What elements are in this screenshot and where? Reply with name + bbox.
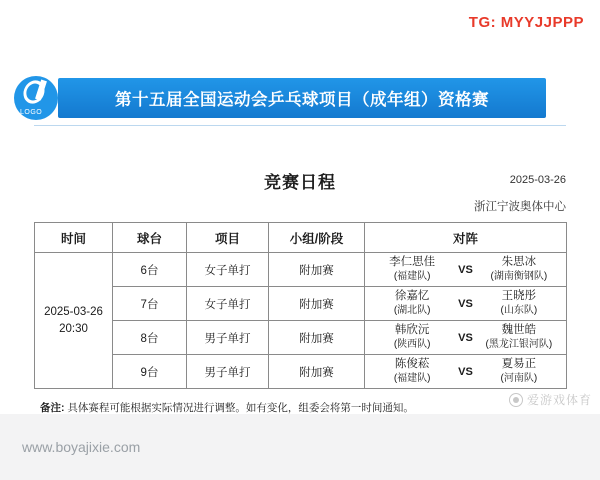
table-row: [35, 321, 567, 355]
logo-text: LOGO: [20, 109, 43, 116]
player-right-name: 夏易正: [501, 358, 537, 371]
column-header-event: 项目: [187, 223, 269, 253]
vs-label: VS: [458, 297, 473, 310]
player-right-team: (山东队): [500, 305, 538, 317]
banner-title: 第十五届全国运动会乒乓球项目（成年组）资格赛: [115, 91, 489, 109]
player-left-name: 李仁思佳: [389, 256, 436, 269]
cell-group: 附加赛: [269, 253, 365, 287]
cell-group: 附加赛: [269, 287, 365, 321]
table-header-row: [35, 223, 567, 253]
player-left: [376, 289, 448, 318]
player-left: [376, 357, 448, 386]
vs-label: VS: [458, 365, 473, 378]
site-watermark-text: 爱游戏体育: [526, 393, 592, 407]
cell-event: 女子单打: [187, 287, 269, 321]
player-right-team: (湖南衡钢队): [490, 271, 548, 283]
table-row: [35, 287, 567, 321]
footnote-label: 备注:: [40, 402, 65, 414]
player-left-name: 陈俊菘: [394, 358, 430, 371]
page-title: 竞赛日程: [264, 173, 336, 192]
player-right: [483, 323, 555, 352]
player-right-name: 朱思冰: [501, 256, 537, 269]
event-banner: [0, 70, 600, 128]
player-left: [376, 323, 448, 352]
footnote: [40, 400, 414, 415]
column-header-match: 对阵: [365, 223, 567, 253]
player-right: [483, 289, 555, 318]
player-left-team: (陕西队): [393, 339, 431, 351]
cell-match: [365, 287, 567, 321]
document-date: 2025-03-26: [509, 174, 566, 186]
player-right-name: 魏世皓: [501, 324, 537, 337]
site-watermark-icon: [509, 393, 523, 407]
cell-match: [365, 355, 567, 389]
time-clock: 20:30: [59, 322, 88, 335]
cell-match: [365, 253, 567, 287]
url-watermark: www.boyajixie.com: [0, 414, 196, 480]
cell-event: 女子单打: [187, 253, 269, 287]
player-left-team: (湖北队): [393, 305, 431, 317]
cell-group: 附加赛: [269, 355, 365, 389]
schedule-table: [34, 222, 567, 389]
event-logo-icon: [14, 76, 58, 120]
vs-label: VS: [458, 331, 473, 344]
player-left-name: 韩欣沅: [394, 324, 430, 337]
cell-match: [365, 321, 567, 355]
cell-table-number: 9台: [113, 355, 187, 389]
cell-group: 附加赛: [269, 321, 365, 355]
site-watermark: [509, 391, 592, 408]
time-date: 2025-03-26: [44, 305, 103, 318]
column-header-table: 球台: [113, 223, 187, 253]
player-right-name: 王晓彤: [501, 290, 537, 303]
time-cell: [35, 253, 113, 389]
banner-divider: [34, 125, 566, 126]
player-left-team: (福建队): [393, 271, 431, 283]
cell-table-number: 8台: [113, 321, 187, 355]
banner-bar: [58, 78, 546, 118]
player-left: [376, 255, 448, 284]
table-row: [35, 253, 567, 287]
cell-event: 男子单打: [187, 355, 269, 389]
table-row: [35, 355, 567, 389]
footnote-text: 具体赛程可能根据实际情况进行调整。如有变化，组委会将第一时间通知。: [67, 402, 414, 414]
telegram-watermark: TG: MYYJJPPP: [468, 14, 584, 31]
player-right-team: (黑龙江银河队): [485, 339, 553, 351]
player-right: [483, 255, 555, 284]
player-left-team: (福建队): [393, 373, 431, 385]
column-header-group: 小组/阶段: [269, 223, 365, 253]
player-right: [483, 357, 555, 386]
player-right-team: (河南队): [500, 373, 538, 385]
player-left-name: 徐嘉忆: [394, 290, 430, 303]
cell-event: 男子单打: [187, 321, 269, 355]
cell-table-number: 6台: [113, 253, 187, 287]
vs-label: VS: [458, 263, 473, 276]
cell-table-number: 7台: [113, 287, 187, 321]
document-venue: 浙江宁波奥体中心: [474, 201, 566, 213]
column-header-time: 时间: [35, 223, 113, 253]
